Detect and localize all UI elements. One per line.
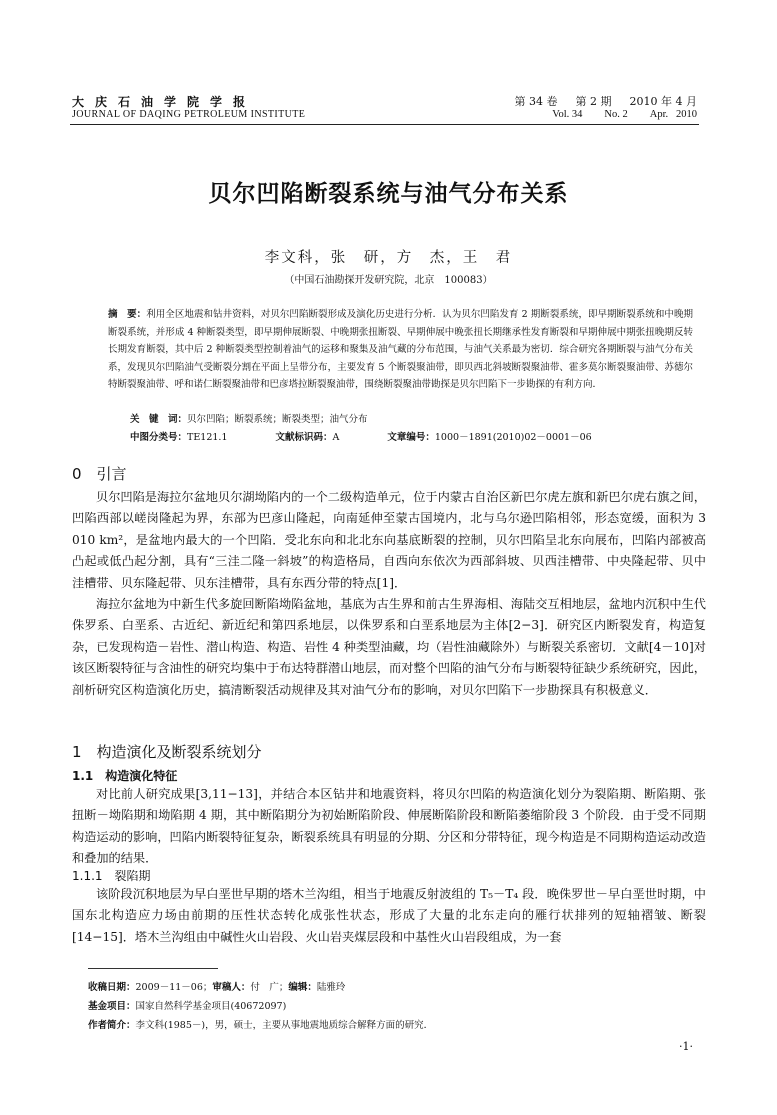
abstract-label: 摘 要： (108, 309, 147, 320)
keywords (130, 411, 368, 425)
journal-name-en: JOURNAL OF DAQING PETROLEUM INSTITUTE (72, 109, 306, 120)
footnote-received (88, 979, 345, 993)
clc-value: TE121.1 (187, 432, 228, 443)
volume-cn: 第 34 卷 (514, 95, 558, 108)
date-cn: 2010 年 4 月 (629, 95, 697, 108)
article-number (387, 429, 591, 443)
keywords-text: 贝尔凹陷；断裂系统；断裂类型；油气分布 (187, 414, 368, 425)
reviewer-label: 审稿人： (212, 982, 251, 993)
journal-name-cn: 大庆石油学院学报 (72, 95, 257, 109)
bio-label: 作者简介： (88, 1020, 136, 1031)
paragraph-4: 该阶段沉积地层为早白垩世早期的塔木兰沟组，相当于地震反射波组的 T₅－T₄ 段．晚侏罗世－早白垩世时期，中国东北构造应力场由前期的压性状态转化成张性状态，形成了大量的北东走向的雁行状排列的短轴褶皱、断裂[14−15]．塔木兰沟组由中碱性火山岩段、火山岩夹煤层段和中基性火山岩段组成，为一套 (72, 887, 706, 944)
classification-line (130, 429, 592, 443)
subsection-heading-1-1: 1.1 构造演化特征 (72, 769, 178, 783)
paper-title: 贝尔凹陷断裂系统与油气分布关系 (208, 181, 569, 207)
art-label: 文章编号： (387, 432, 435, 443)
editor-label: 编辑： (288, 982, 317, 993)
clc-label: 中图分类号： (130, 432, 188, 443)
bio-text: 李文科(1985－)，男，硕士，主要从事地震地质综合解释方面的研究． (135, 1020, 434, 1031)
art-value: 1000－1891(2010)02－0001－06 (434, 432, 592, 443)
subsubsection-heading-1-1-1: 1.1.1 裂陷期 (72, 869, 151, 883)
section-heading-0: 0 引言 (72, 465, 127, 483)
section-heading-1: 1 构造演化及断裂系统划分 (72, 743, 262, 761)
issue-info-en (552, 109, 697, 120)
footnote-fund (88, 998, 286, 1012)
issue-info-cn (515, 93, 697, 109)
keywords-label: 关 键 词： (130, 414, 188, 425)
footnote-bio (88, 1017, 433, 1031)
date-en: Apr. 2010 (649, 109, 697, 120)
fund-text: 国家自然科学基金项目(40672097) (135, 1001, 287, 1012)
abstract-text: 利用全区地震和钻井资料，对贝尔凹陷断裂形成及演化历史进行分析．认为贝尔凹陷发育 2 期断裂系统，即早期断裂系统和中晚期断裂系统，并形成 4 种断裂类型，即早期伸展断裂、中晚期张扭断裂、早期伸展中晚张扭长期继承性发育断裂和早期伸展中期张扭晚期反转长期发育断裂，其中后 2 种断裂类型控制着油气的运移和聚集及油气藏的分布范围，与油气关系最为密切．综合研究各期断裂与油气分布关系，发现贝尔凹陷油气受断裂分割在平面上呈带分布，主要发育 5 个断裂聚油带，即贝西北斜坡断裂聚油带、霍多莫尔断裂聚油带、苏德尔特断裂聚油带、呼和诺仁断裂聚油带和巴彦塔拉断裂聚油带，围绕断裂聚油带勘探是贝尔凹陷下一步勘探的有利方向． (108, 309, 693, 390)
editor-name: 陆雅玲 (316, 982, 346, 993)
doc-value: A (332, 432, 340, 443)
page-number: ·1· (679, 1040, 693, 1053)
footnote-rule (88, 968, 218, 969)
authors: 李文科，张 研，方 杰，王 君 (264, 250, 513, 266)
clc-number (130, 429, 227, 443)
fund-label: 基金项目： (88, 1001, 136, 1012)
doc-code (275, 429, 339, 443)
paragraph-1: 贝尔凹陷是海拉尔盆地贝尔湖坳陷内的一个二级构造单元，位于内蒙古自治区新巴尔虎左旗和新巴尔虎右旗之间，凹陷西部以嵯岗隆起为界，东部为巴彦山隆起，向南延伸至蒙古国境内，北与乌尔逊凹陷相邻，形态宽缓，面积为 3 010 km²，是盆地内最大的一个凹陷．受北东向和北北东向基底断裂的控制，贝尔凹陷呈北东向展布，凹陷内部被高凸起或低凸起分割，具有“三洼二隆一斜坡”的构造格局，自西向东依次为西部斜坡、贝西洼槽带、中央隆起带、贝中洼槽带、贝东隆起带、贝东洼槽带，具有东西分带的特点[1]． (72, 490, 706, 590)
received-date: 2009－11－06； (135, 982, 213, 993)
paragraph-2: 海拉尔盆地为中新生代多旋回断陷坳陷盆地，基底为古生界和前古生界海相、海陆交互相地层，盆地内沉积中生代侏罗系、白垩系、古近纪、新近纪和第四系地层，以侏罗系和白垩系地层为主体[2−3]．研究区内断裂发育，构造复杂，已发现构造－岩性、潜山构造、构造、岩性 4 种类型油藏，均（岩性油藏除外）与断裂关系密切．文献[4－10]对该区断裂特征与含油性的研究均集中于布达特群潜山地层，而对整个凹陷的油气分布与断裂特征缺少系统研究，因此，剖析研究区构造演化历史，搞清断裂活动规律及其对油气分布的影响，对贝尔凹陷下一步勘探具有积极意义． (72, 597, 706, 697)
doc-label: 文献标识码： (275, 432, 333, 443)
reviewer-name: 付 广； (250, 982, 289, 993)
affiliation: （中国石油勘探开发研究院，北京 100083） (284, 275, 493, 286)
issue-cn: 第 2 期 (575, 95, 612, 108)
paragraph-3: 对比前人研究成果[3,11−13]，并结合本区钻井和地震资料，将贝尔凹陷的构造演化划分为裂陷期、断陷期、张扭断－坳陷期和坳陷期 4 期，其中断陷期分为初始断陷阶段、伸展断陷阶段和断陷萎缩阶段 3 个阶段．由于受不同期构造运动的影响，凹陷内断裂特征复杂，断裂系统具有明显的分期、分区和分带特征，现今构造是不同期构造运动改造和叠加的结果． (72, 787, 706, 866)
issue-en: No. 2 (604, 109, 628, 120)
abstract (108, 306, 693, 394)
volume-en: Vol. 34 (552, 109, 583, 120)
received-label: 收稿日期： (88, 982, 136, 993)
header-rule (70, 124, 699, 125)
